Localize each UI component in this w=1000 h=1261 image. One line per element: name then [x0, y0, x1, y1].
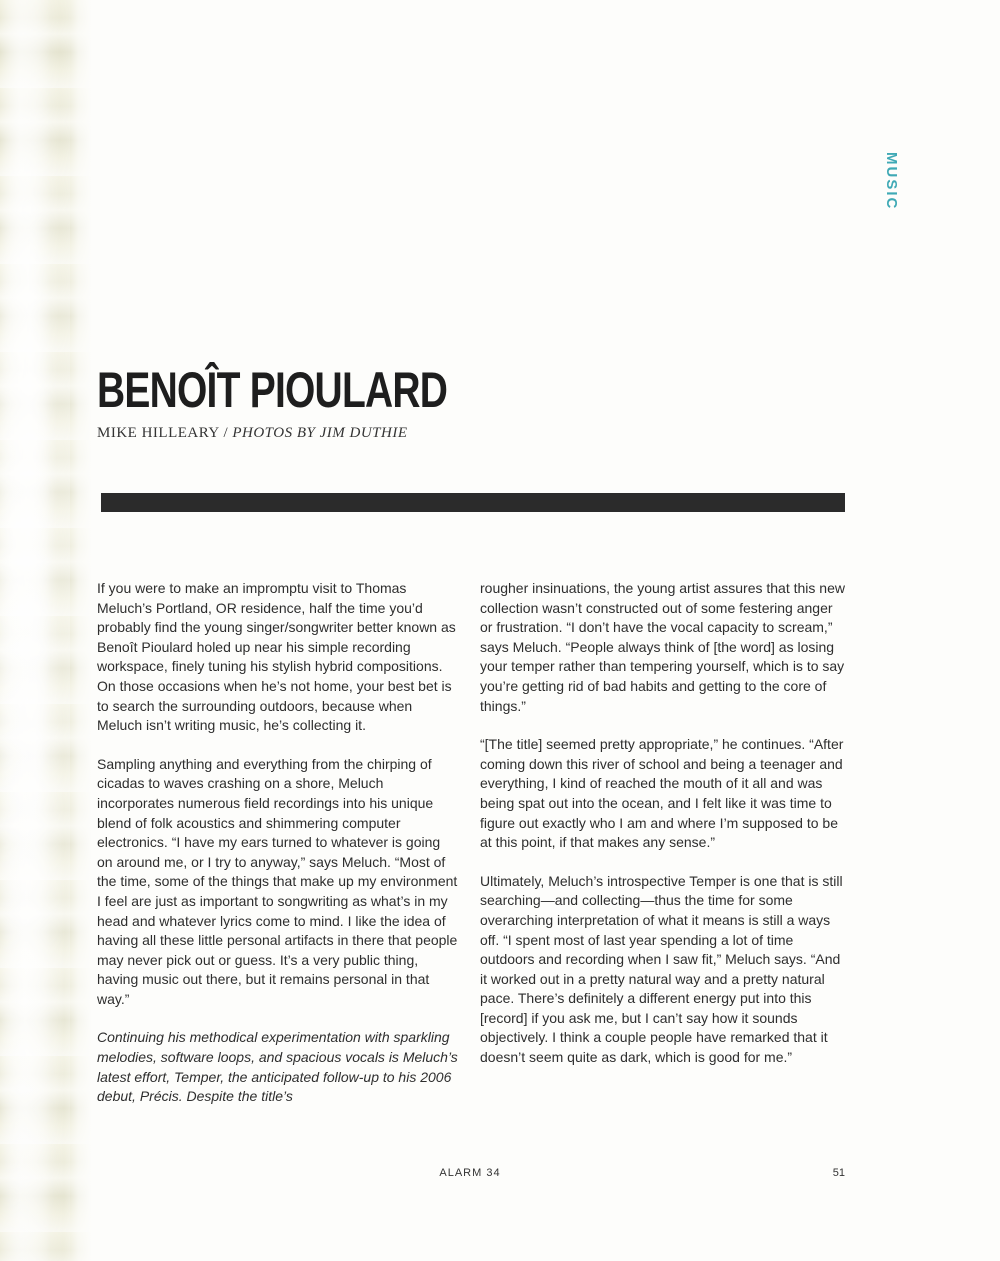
body-paragraph: “[The title] seemed pretty appropriate,” he continues. “After coming down this river of school and being a teenager and everything, I kind of reached the mouth of it all and was being spat out into the ocean, and I felt like it was time to figure out exactly who I am and where I’m supposed to be at this point, if that makes any sense.”	[480, 736, 844, 851]
author-name: MIKE HILLEARY	[97, 425, 220, 441]
body-paragraph: rougher insinuations, the young artist assures that this new collection wasn’t constructed out of some festering anger or frustration. “I don’t have the vocal capacity to scream,” says Meluch. “People always think of [the word] as losing your temper rather than tempering yourself, which is to say you’re getting rid of bad habits and getting to the core of things.”	[480, 580, 845, 714]
body-column-right	[480, 579, 845, 1087]
article-title: BENOÎT PIOULARD	[97, 362, 448, 418]
body-paragraph: Continuing his methodical experimentation with sparkling melodies, software loops, and spacious vocals is Meluch’s latest effort, Temper, the anticipated follow-up to his 2006 debut, Précis. Despite the title’s	[97, 1029, 458, 1105]
body-paragraph: Sampling anything and everything from the chirping of cicadas to waves crashing on a shore, Meluch incorporates numerous field recordings into his unique blend of folk acoustics and shimmering computer electronics. “I have my ears turned to whatever is going on around me, or I try to anyway,” says Meluch. “Most of the time, some of the things that make up my environment I feel are just as important to songwriting as what’s in my head and whatever lyrics come to mind. I like the idea of having all these little personal artifacts in there that people may never pick out or guess. It’s a very public thing, having music out there, but it remains personal in that way.”	[97, 755, 458, 1007]
binding-texture-overlay	[0, 0, 70, 1261]
byline-separator: /	[223, 425, 229, 441]
title-rule-bar	[101, 493, 845, 512]
photo-credit: PHOTOS BY JIM DUTHIE	[232, 425, 408, 441]
body-paragraph: Ultimately, Meluch’s introspective Temper is one that is still searching—and collecting—thus the time for some overarching interpretation of what it means is still a ways off. “I spent most of last year spending a lot of time outdoors and recording when I saw fit,” Meluch says. “And it worked out in a pretty natural way and a pretty natural pace. There’s definitely a different energy put into this [record] if you ask me, but I can’t say how it sounds objectively. I think a couple people have remarked that it doesn’t seem quite as dark, which is good for me.”	[480, 872, 843, 1066]
page-number: 51	[832, 1167, 845, 1179]
magazine-folio: ALARM 34	[439, 1167, 501, 1179]
body-paragraph: If you were to make an impromptu visit to Thomas Meluch’s Portland, OR residence, half the time you’d probably find the young singer/songwriter better known as Benoît Pioulard holed up near his simple recording workspace, finely tuning his stylish hybrid compositions. On those occasions when he’s not home, your best bet is to search the surrounding outdoors, because when Meluch isn’t writing music, he’s collecting it.	[97, 580, 456, 734]
body-column-left	[97, 579, 459, 1126]
section-label: MUSIC	[883, 152, 900, 211]
byline	[97, 425, 597, 442]
